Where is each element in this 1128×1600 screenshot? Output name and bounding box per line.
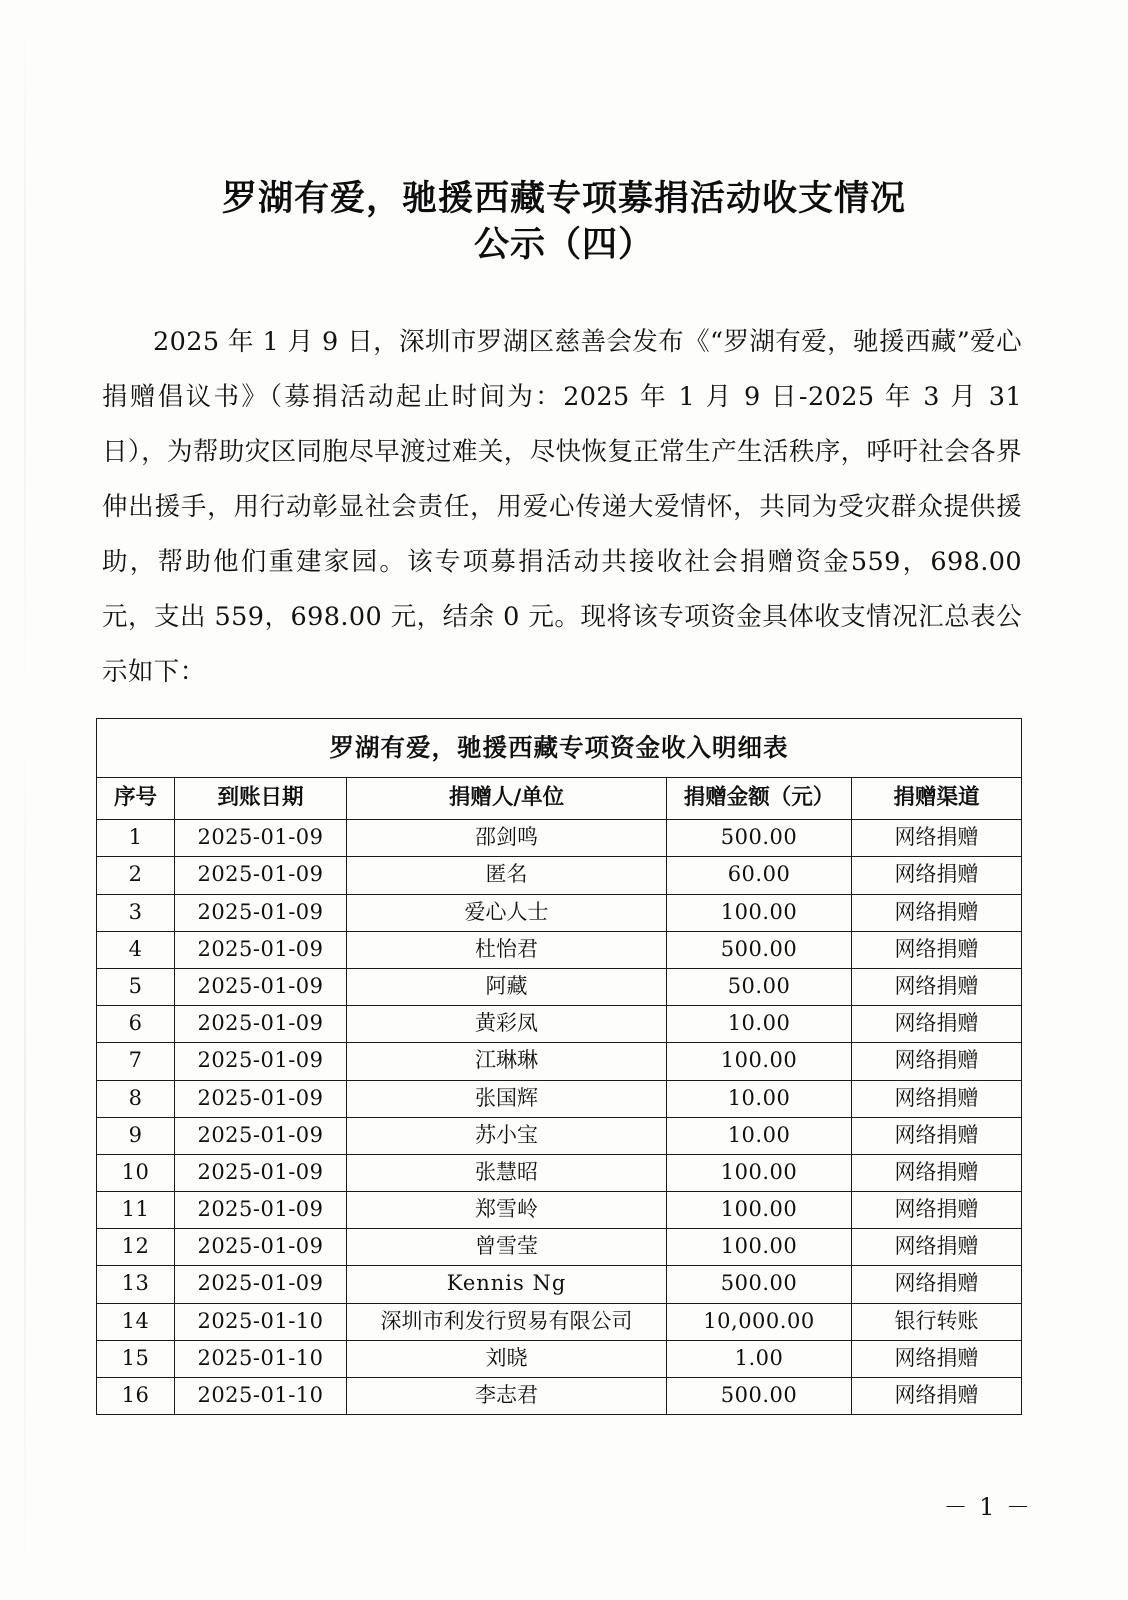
cell-amount: 10.00 bbox=[667, 1080, 852, 1117]
cell-index: 6 bbox=[97, 1006, 175, 1043]
table-row bbox=[97, 857, 1022, 894]
cell-channel: 网络捐赠 bbox=[852, 1080, 1022, 1117]
cell-channel: 网络捐赠 bbox=[852, 857, 1022, 894]
table-row bbox=[97, 1340, 1022, 1377]
table-row bbox=[97, 1266, 1022, 1303]
cell-date: 2025-01-09 bbox=[175, 1229, 347, 1266]
cell-donor: 阿藏 bbox=[347, 968, 667, 1005]
table-row bbox=[97, 1303, 1022, 1340]
cell-index: 3 bbox=[97, 894, 175, 931]
cell-channel: 网络捐赠 bbox=[852, 1266, 1022, 1303]
cell-amount: 60.00 bbox=[667, 857, 852, 894]
table-header-row bbox=[97, 778, 1022, 820]
cell-donor: 苏小宝 bbox=[347, 1117, 667, 1154]
cell-amount: 100.00 bbox=[667, 894, 852, 931]
column-header-index: 序号 bbox=[97, 778, 175, 820]
table-row bbox=[97, 894, 1022, 931]
cell-channel: 网络捐赠 bbox=[852, 1229, 1022, 1266]
cell-date: 2025-01-09 bbox=[175, 1006, 347, 1043]
cell-date: 2025-01-09 bbox=[175, 1266, 347, 1303]
cell-donor: 张慧昭 bbox=[347, 1154, 667, 1191]
cell-amount: 10,000.00 bbox=[667, 1303, 852, 1340]
column-header-channel: 捐赠渠道 bbox=[852, 778, 1022, 820]
column-header-amount: 捐赠金额（元） bbox=[667, 778, 852, 820]
cell-index: 8 bbox=[97, 1080, 175, 1117]
page-number: － 1 － bbox=[943, 1493, 1032, 1521]
income-detail-table bbox=[96, 718, 1022, 1415]
body-paragraph: 2025 年 1 月 9 日，深圳市罗湖区慈善会发布《“罗湖有爱，驰援西藏”爱心捐赠倡议书》（募捐活动起止时间为：2025 年 1 月 9 日-2025 年 3 月 31 日），为帮助灾区同胞尽早渡过难关，尽快恢复正常生产生活秩序，呼吁社会各界伸出援手，用行动彰显社会责任，用爱心传递大爱情怀，共同为受灾群众提供援助，帮助他们重建家园。该专项募捐活动共接收社会捐赠资金559，698.00 元，支出 559，698.00 元，结余 0 元。现将该专项资金具体收支情况汇总表公示如下： bbox=[102, 327, 1022, 687]
cell-date: 2025-01-09 bbox=[175, 1192, 347, 1229]
table-row bbox=[97, 968, 1022, 1005]
cell-donor: 深圳市利发行贸易有限公司 bbox=[347, 1303, 667, 1340]
cell-amount: 100.00 bbox=[667, 1229, 852, 1266]
cell-index: 4 bbox=[97, 931, 175, 968]
cell-index: 1 bbox=[97, 820, 175, 857]
cell-date: 2025-01-10 bbox=[175, 1303, 347, 1340]
income-detail-table-wrapper bbox=[96, 700, 1032, 1415]
cell-amount: 100.00 bbox=[667, 1154, 852, 1191]
cell-date: 2025-01-09 bbox=[175, 857, 347, 894]
cell-amount: 10.00 bbox=[667, 1117, 852, 1154]
cell-index: 10 bbox=[97, 1154, 175, 1191]
cell-amount: 10.00 bbox=[667, 1006, 852, 1043]
cell-channel: 网络捐赠 bbox=[852, 968, 1022, 1005]
cell-channel: 网络捐赠 bbox=[852, 1340, 1022, 1377]
cell-donor: 杜怡君 bbox=[347, 931, 667, 968]
cell-channel: 银行转账 bbox=[852, 1303, 1022, 1340]
cell-channel: 网络捐赠 bbox=[852, 1192, 1022, 1229]
cell-donor: 郑雪岭 bbox=[347, 1192, 667, 1229]
column-header-date: 到账日期 bbox=[175, 778, 347, 820]
cell-donor: Kennis Ng bbox=[347, 1266, 667, 1303]
cell-index: 16 bbox=[97, 1378, 175, 1415]
table-row bbox=[97, 1117, 1022, 1154]
cell-channel: 网络捐赠 bbox=[852, 1154, 1022, 1191]
cell-date: 2025-01-10 bbox=[175, 1378, 347, 1415]
cell-date: 2025-01-09 bbox=[175, 1080, 347, 1117]
cell-index: 9 bbox=[97, 1117, 175, 1154]
cell-date: 2025-01-09 bbox=[175, 894, 347, 931]
document-content bbox=[96, 0, 1032, 1415]
cell-donor: 曾雪莹 bbox=[347, 1229, 667, 1266]
cell-date: 2025-01-09 bbox=[175, 931, 347, 968]
cell-amount: 1.00 bbox=[667, 1340, 852, 1377]
cell-channel: 网络捐赠 bbox=[852, 820, 1022, 857]
page-title-line-1: 罗湖有爱，驰援西藏专项募捐活动收支情况 bbox=[221, 178, 906, 219]
table-row bbox=[97, 1043, 1022, 1080]
table-row bbox=[97, 1229, 1022, 1266]
cell-amount: 500.00 bbox=[667, 1266, 852, 1303]
cell-index: 11 bbox=[97, 1192, 175, 1229]
cell-donor: 邵剑鸣 bbox=[347, 820, 667, 857]
cell-index: 14 bbox=[97, 1303, 175, 1340]
cell-donor: 张国辉 bbox=[347, 1080, 667, 1117]
cell-donor: 爱心人士 bbox=[347, 894, 667, 931]
cell-channel: 网络捐赠 bbox=[852, 1378, 1022, 1415]
table-row bbox=[97, 1192, 1022, 1229]
column-header-donor: 捐赠人/单位 bbox=[347, 778, 667, 820]
cell-channel: 网络捐赠 bbox=[852, 1006, 1022, 1043]
cell-amount: 500.00 bbox=[667, 820, 852, 857]
cell-amount: 500.00 bbox=[667, 1378, 852, 1415]
table-caption-row bbox=[97, 719, 1022, 778]
cell-index: 13 bbox=[97, 1266, 175, 1303]
cell-date: 2025-01-09 bbox=[175, 1043, 347, 1080]
cell-channel: 网络捐赠 bbox=[852, 931, 1022, 968]
cell-amount: 100.00 bbox=[667, 1043, 852, 1080]
cell-donor: 黄彩凤 bbox=[347, 1006, 667, 1043]
table-row bbox=[97, 1080, 1022, 1117]
cell-date: 2025-01-09 bbox=[175, 820, 347, 857]
cell-index: 7 bbox=[97, 1043, 175, 1080]
cell-amount: 100.00 bbox=[667, 1192, 852, 1229]
table-row bbox=[97, 820, 1022, 857]
table-caption: 罗湖有爱，驰援西藏专项资金收入明细表 bbox=[97, 719, 1022, 778]
cell-amount: 50.00 bbox=[667, 968, 852, 1005]
cell-date: 2025-01-09 bbox=[175, 1117, 347, 1154]
cell-index: 15 bbox=[97, 1340, 175, 1377]
page-title-line-2: 公示（四） bbox=[473, 223, 654, 265]
table-row bbox=[97, 1378, 1022, 1415]
cell-date: 2025-01-09 bbox=[175, 1154, 347, 1191]
cell-amount: 500.00 bbox=[667, 931, 852, 968]
cell-donor: 刘晓 bbox=[347, 1340, 667, 1377]
cell-channel: 网络捐赠 bbox=[852, 1117, 1022, 1154]
cell-date: 2025-01-09 bbox=[175, 968, 347, 1005]
cell-channel: 网络捐赠 bbox=[852, 894, 1022, 931]
cell-donor: 李志君 bbox=[347, 1378, 667, 1415]
cell-donor: 江琳琳 bbox=[347, 1043, 667, 1080]
scan-edge-decoration bbox=[24, 0, 26, 1600]
page-title bbox=[96, 0, 1032, 267]
table-row bbox=[97, 931, 1022, 968]
table-row bbox=[97, 1154, 1022, 1191]
table-row bbox=[97, 1006, 1022, 1043]
cell-donor: 匿名 bbox=[347, 857, 667, 894]
cell-index: 2 bbox=[97, 857, 175, 894]
cell-date: 2025-01-10 bbox=[175, 1340, 347, 1377]
cell-channel: 网络捐赠 bbox=[852, 1043, 1022, 1080]
cell-index: 12 bbox=[97, 1229, 175, 1266]
cell-index: 5 bbox=[97, 968, 175, 1005]
